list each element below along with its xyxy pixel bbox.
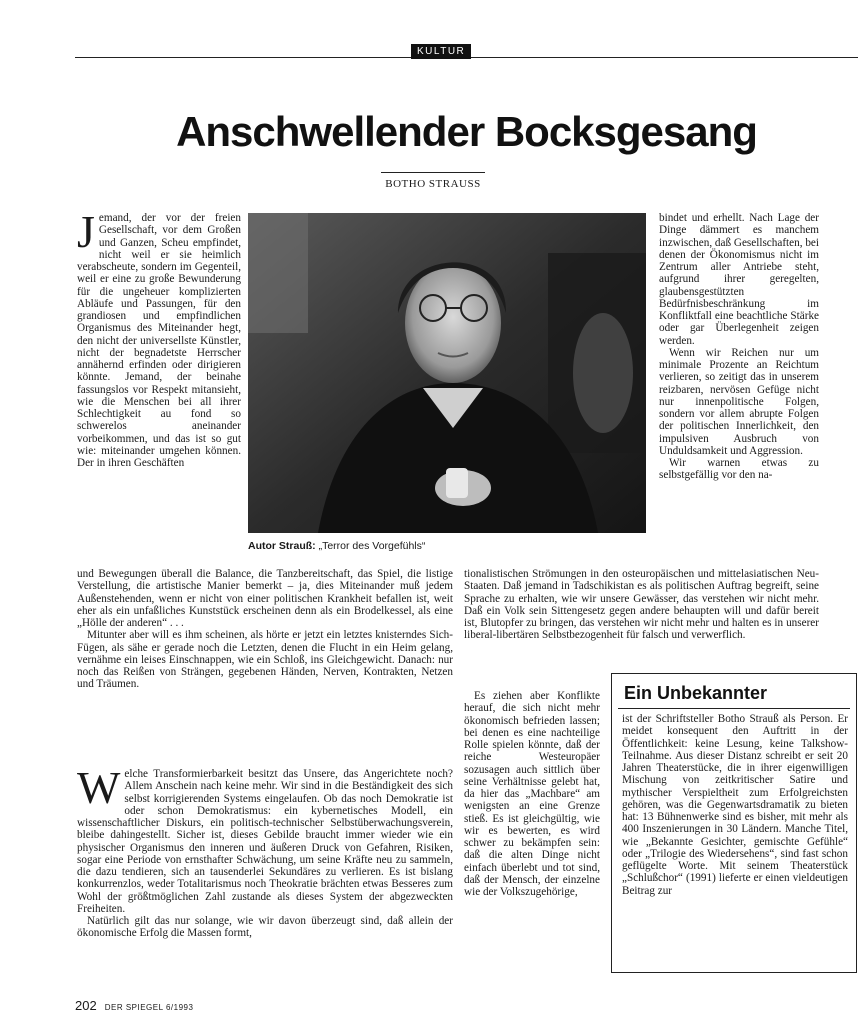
article-column-middle	[464, 690, 600, 898]
article-paragraph: Es ziehen aber Konflikte herauf, die sich nicht mehr ökonomisch befrieden lassen; bei denen es eine nachteilige Rolle spielen könnte, daß der reiche Westeuropäer sozusagen auch sittlich über seine Verhältnisse gelebt hat, da hier das „Machbare“ am wenigsten an eine Grenze stieß. Es ist gleichgültig, wie wir es bewerten, es wird schwer zu bekämpfen sein: daß die alten Dinge nicht einfach überlebt und tot sind, daß der Mensch, der einzelne wie der Volkszugehörige,	[464, 690, 600, 898]
page-number: 202	[75, 998, 97, 1013]
author-photo-image	[248, 213, 646, 533]
photo-caption	[248, 540, 668, 552]
article-block-right	[464, 568, 819, 642]
article-paragraph: emand, der vor der freien Gesellschaft, vor dem Großen und Ganzen, Scheu empfindet, nicht weil er sie heimlich verabscheute, sondern im Gegenteil, weil er eine zu große Bewunderung für die ungeheuer komplizierten Abläufe und Passungen, für den grandiosen und empfindlichen Organismus des Miteinander hegt, den nicht der universellste Künstler, nicht der begnadetste Herrscher annähernd erfinden oder dirigieren könnte. Jemand, der beinahe fassungslos vor Respekt mitansieht, wie die Menschen bei all ihrer Schlechtigkeit au fond so schwerelos aneinander vorbeikommen, und das ist so gut wie: miteinander umgehen können. Der in ihren Geschäften	[77, 212, 241, 469]
article-paragraph: Natürlich gilt das nur solange, wie wir davon überzeugt sind, daß allein der ökonomische Erfolg die Massen formt,	[77, 915, 453, 940]
dropcap-j: J	[77, 206, 95, 257]
dropcap-w: W	[77, 762, 121, 813]
info-box-text: ist der Schriftsteller Botho Strauß als Person. Er meidet konsequent den Auftritt in der Öffentlichkeit: keine Lesung, keine Talkshow-Teilnahme. Aus dieser Distanz schreibt er seit 20 Jahren Theaterstücke, die in ihrer eigenwilligen Mischung von zeitkritischer Satire und mythischer Verspieltheit zum Erfolgreichsten gehören, was die Gegenwartsdramatik zu bieten hat: 13 Bühnenwerke sind es bisher, mit mehr als 400 Inszenierungen in 30 Ländern. Manche Titel, wie „Bekannte Gesichter, gemischte Gefühle“ oder „Trilogie des Wiedersehens“, sind fast schon geflügelte Worte. Mit seinem Theaterstück „Schlußchor“ (1991) lieferte er einen vieldeutigen Beitrag zur	[622, 713, 848, 897]
article-paragraph: Mitunter aber will es ihm scheinen, als hörte er jetzt ein letztes knisterndes Sich-Fügen, als sähe er gerade noch die Letzten, denen die Flucht in ein Heim gelang, vernähme ein leises Einschnappen, wie ein Schloß, ins Gleichgewicht. Danach: nur noch das Reißen von Strängen, gegebenen Händen, Nerven, Kontrakten, Netzen und Träumen.	[77, 629, 453, 691]
byline-rule	[381, 172, 485, 173]
article-block-left	[77, 568, 453, 691]
author-byline: BOTHO STRAUSS	[385, 178, 481, 190]
author-photo	[248, 213, 646, 533]
magazine-name: DER SPIEGEL 6/1993	[104, 1003, 194, 1012]
article-paragraph: tionalistischen Strömungen in den osteuropäischen und mittelasiatischen Neu-Staaten. Daß jemand in Tadschikistan es als politischen Auftrag begreift, seine Sprache zu erhalten, wie wir unsere Gewässer, das verstehen wir nicht mehr. Daß ein Volk sein Sittengesetz gegen andere behaupten will und dafür bereit ist, Blutopfer zu bringen, das verstehen wir nicht mehr und halten es in unserer liberal-libertären Selbstbezogenheit für falsch und verwerflich.	[464, 568, 819, 642]
section-label: KULTUR	[411, 44, 471, 59]
article-paragraph: elche Transformierbarkeit besitzt das Unsere, das Angerichtete noch? Allem Anschein nach keine mehr. Wir sind in die Beständigkeit des sich selbst korrigierenden Systems eingelaufen. Ob das noch Demokratie ist oder schon Demokratismus: ein kybernetisches Modell, ein wissenschaftlicher Diskurs, ein politisch-technischer Selbstüberwachungsverein, bleibe dahingestellt. Sicher ist, dieses Gebilde braucht immer wieder wie ein physischer Organismus den inneren und äußeren Druck von Gefahren, Risiken, sogar eine Periode von ernsthafter Schwächung, um seine Kräfte neu zu sammeln, die dazu tendieren, sich an tausenderlei Sekundäres zu verlieren. Es ist bislang konkurrenzlos, weder Totalitarismus noch Theokratie brächten etwas Besseres zum Wohl der größtmöglichen Zahl zustande als dieses System der abgezweckten Freiheiten.	[77, 768, 453, 915]
article-paragraph: Wir warnen etwas zu selbstgefällig vor den na-	[659, 457, 819, 482]
caption-label: Autor Strauß:	[248, 540, 316, 552]
info-box-title: Ein Unbekannter	[624, 683, 768, 703]
article-block-left-2	[77, 762, 453, 940]
caption-text: „Terror des Vorgefühls“	[315, 540, 426, 552]
article-paragraph: Wenn wir Reichen nur um minimale Prozente an Reichtum verlieren, so zeitigt das in unserem reizbaren, nervösen Gefüge nicht nur innenpolitische Folgen, sondern vor allem abrupte Folgen der politischen Innerlichkeit, den impulsiven Ausbruch von Unduldsamkeit und Aggression.	[659, 346, 819, 457]
info-box-rule	[618, 708, 850, 709]
article-paragraph: bindet und erhellt. Nach Lage der Dinge dämmert es manchem inzwischen, daß Gesellschaften, bei denen der Ökonomismus nicht im Zentrum aller Antriebe steht, aufgrund ihrer geregelten, glaubensgestützten Bedürfnisbeschränkung im Konfliktfall eine beachtliche Stärke oder gar Überlegenheit zeigen werden.	[659, 212, 819, 347]
article-column-left	[77, 206, 241, 469]
article-title: Anschwellender Bocksgesang	[176, 108, 757, 155]
article-column-right	[659, 212, 819, 482]
page-footer	[75, 998, 193, 1013]
article-paragraph: und Bewegungen überall die Balance, die Tanzbereitschaft, das Spiel, die listige Verstellung, die artistische Manier bemerkt – ja, dies Miteinander muß jedem Außenstehenden, wenn er nicht von einer politischen Krankheit befallen ist, weit eher als ein unfaßliches Kunststück erscheinen denn als ein Brodelkessel, als eine „Hölle der anderen“ . . .	[77, 568, 453, 629]
